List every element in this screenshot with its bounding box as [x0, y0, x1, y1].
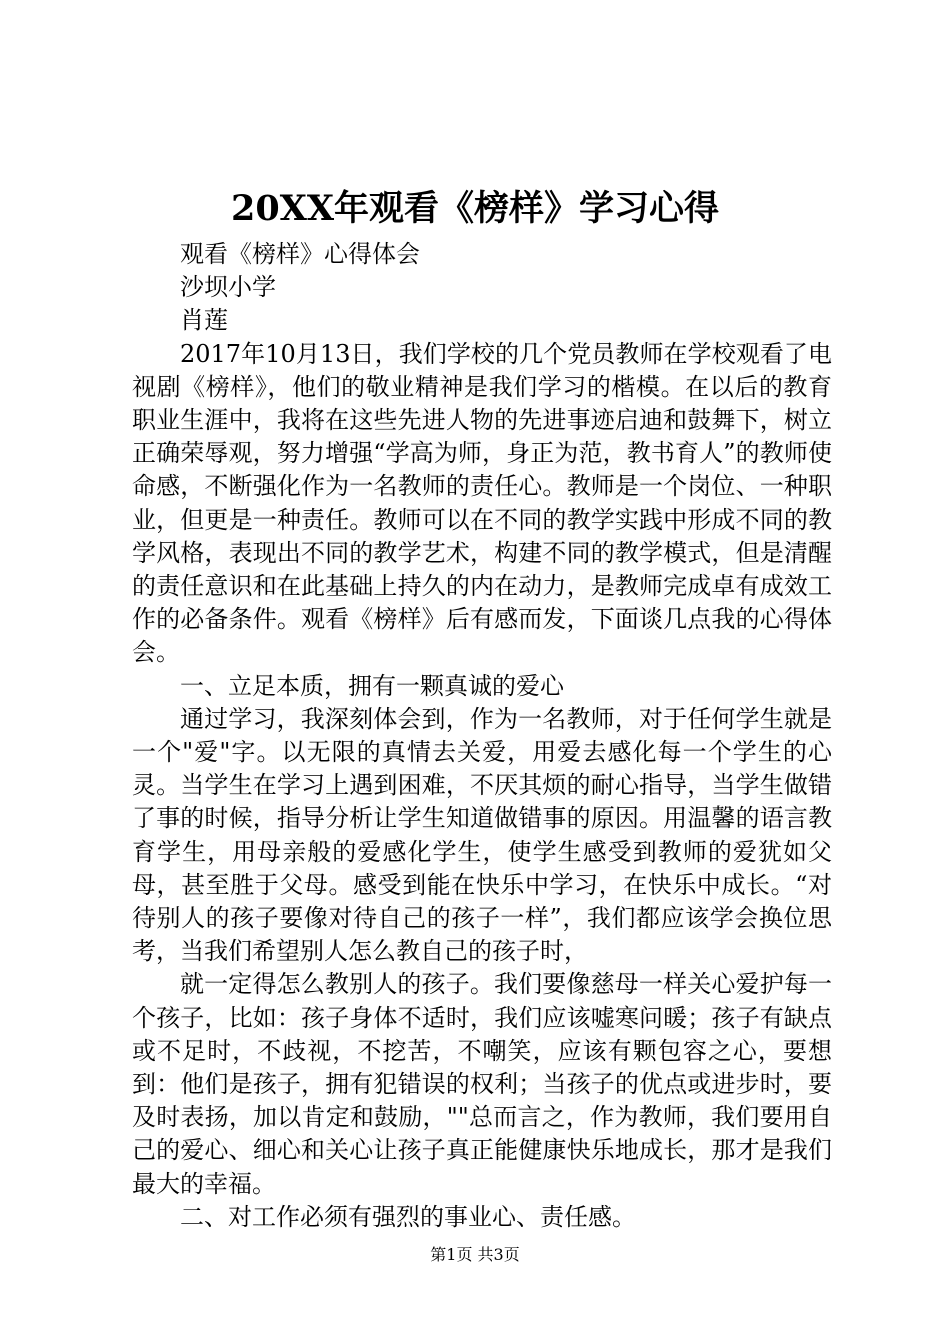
document-title: 20XX年观看《榜样》学习心得 — [230, 188, 720, 229]
section-heading-1: 一、立足本质，拥有一颗真诚的爱心 — [180, 671, 564, 700]
section-1-paragraph-2: 就一定得怎么教别人的孩子。我们要像慈母一样关心爱护每一个孩子，比如：孩子身体不适时，我们应该嘘寒问暖；孩子有缺点或不足时，不歧视，不挖苦，不嘲笑，应该有颗包容之心，要想到：他们是孩子，拥有犯错误的权利；当孩子的优点或进步时，要及时表扬，加以肯定和鼓励，""总而言之，作为教师，我们要用自己的爱心、细心和关心让孩子真正能健康快乐地成长，那才是我们最大的幸福。 — [132, 970, 832, 1198]
school-name-paragraph: 沙坝小学 — [180, 273, 276, 302]
section-1-paragraph-1: 通过学习，我深刻体会到，作为一名教师，对于任何学生就是一个"爱"字。以无限的真情去关爱，用爱去感化每一个学生的心灵。当学生在学习上遇到困难，不厌其烦的耐心指导，当学生做错了事的时候，指导分析让学生知道做错事的原因。用温馨的语言教育学生，用母亲般的爱感化学生，使学生感受到教师的爱犹如父母，甚至胜于父母。感受到能在快乐中学习，在快乐中成长。“对待别人的孩子要像对待自己的孩子一样”，我们都应该学会换位思考，当我们希望别人怎么教自己的孩子时， — [132, 704, 832, 966]
author-name-paragraph: 肖莲 — [180, 306, 228, 335]
intro-paragraph: 2017年10月13日，我们学校的几个党员教师在学校观看了电视剧《榜样》，他们的敬业精神是我们学习的楷模。在以后的教育职业生涯中，我将在这些先进人物的先进事迹启迪和鼓舞下，树立正确荣辱观，努力增强“学高为师，身正为范，教书育人”的教师使命感，不断强化作为一名教师的责任心。教师是一个岗位、一种职业，但更是一种责任。教师可以在不同的教学实践中形成不同的教学风格，表现出不同的教学艺术，构建不同的教学模式，但是清醒的责任意识和在此基础上持久的内在动力，是教师完成卓有成效工作的必备条件。观看《榜样》后有感而发，下面谈几点我的心得体会。 — [132, 339, 832, 667]
page-number-footer: 第1页 共3页 — [430, 1245, 520, 1264]
subtitle-paragraph: 观看《榜样》心得体会 — [180, 240, 420, 268]
section-heading-2: 二、对工作必须有强烈的事业心、责任感。 — [180, 1202, 636, 1231]
document-body — [132, 238, 832, 1234]
